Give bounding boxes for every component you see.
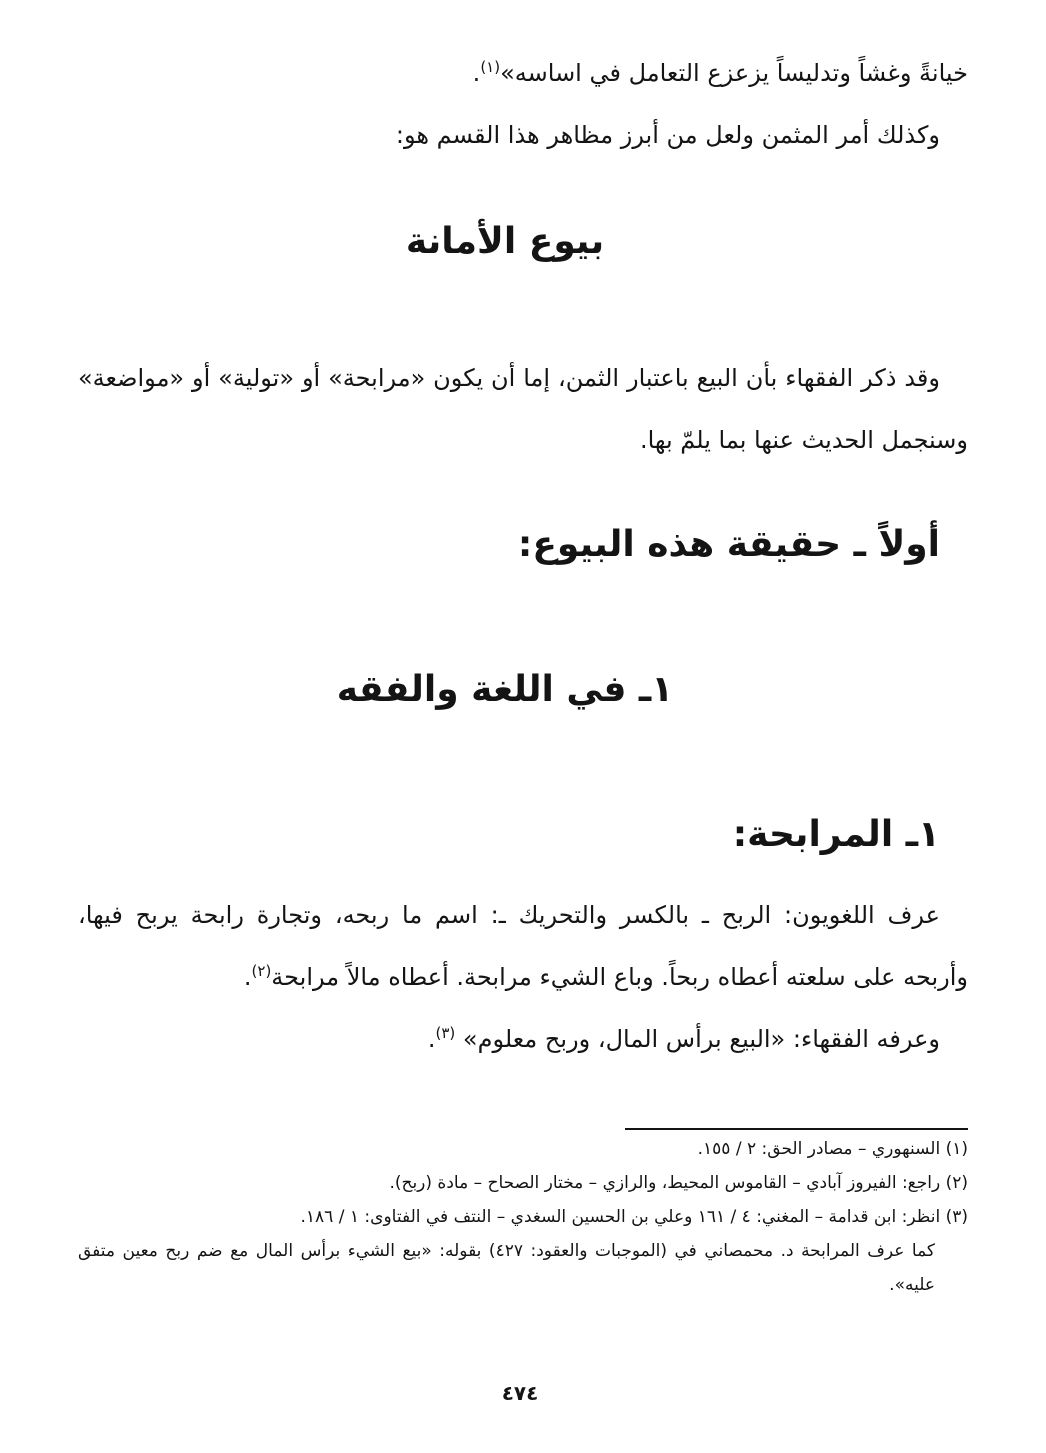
footnote-3: (٣) انظر: ابن قدامة – المغني: ٤ / ١٦١ وعلي بن الحسين السغدي – النتف في الفتاوى: ١ / ١٨٦.: [300, 1207, 968, 1227]
heading-murabaha: ١ـ المرابحة:: [732, 814, 940, 855]
continuation-end: .: [472, 59, 481, 87]
continuation-text: خيانةً وغشاً وتدليساً يزعزع التعامل في اساسه»: [500, 59, 968, 87]
lexical-definition-paragraph: [78, 884, 968, 1008]
heading-amanah-sales: بيوع الأمانة: [405, 221, 605, 262]
footnotes: [78, 1112, 968, 1302]
footnote-3-continuation: كما عرف المرابحة د. محمصاني في (الموجبات والعقود: ٤٢٧) بقوله: «بيع الشيء برأس المال مع ضم ربح معين متفق عليه».: [78, 1241, 936, 1295]
footnote-1: (١) السنهوري – مصادر الحق: ٢ / ١٥٥.: [697, 1139, 968, 1159]
footnote-ref-2: (٢): [251, 962, 272, 980]
main-text: [78, 42, 968, 1070]
heading-reality-of-sales: أولاً ـ حقيقة هذه البيوع:: [517, 524, 940, 565]
page-number: ٤٧٤: [501, 1381, 539, 1405]
intro-paragraph: وكذلك أمر المثمن ولعل من أبرز مظاهر هذا القسم هو:: [395, 121, 940, 149]
sale-types-paragraph: وقد ذكر الفقهاء بأن البيع باعتبار الثمن، إما أن يكون «مرابحة» أو «تولية» أو «مواضعة» وسنجمل الحديث عنها بما يلمّ بها.: [78, 364, 968, 454]
jurists-definition-paragraph: [78, 1008, 968, 1070]
footnote-divider: [625, 1128, 968, 1130]
jurists-definition-end: .: [427, 1025, 436, 1053]
continuation-paragraph: [78, 42, 968, 104]
footnote-2: (٢) راجع: الفيروز آبادي – القاموس المحيط، والرازي – مختار الصحاح – مادة (ربح).: [389, 1173, 968, 1193]
lexical-definition-end: .: [243, 963, 252, 991]
footnote-ref-3: (٣): [435, 1024, 456, 1042]
heading-language-and-fiqh: ١ـ في اللغة والفقه: [336, 669, 674, 710]
footnote-ref-1: (١): [480, 58, 501, 76]
lexical-definition-text: عرف اللغويون: الربح ـ بالكسر والتحريك ـ: اسم ما ربحه، وتجارة رابحة يربح فيها، وأربحه على سلعته أعطاه ربحاً. وباع الشيء مرابحة. أعطاه مالاً مرابحة: [78, 901, 968, 991]
jurists-definition-text: وعرفه الفقهاء: «البيع برأس المال، وربح معلوم»: [455, 1025, 940, 1053]
